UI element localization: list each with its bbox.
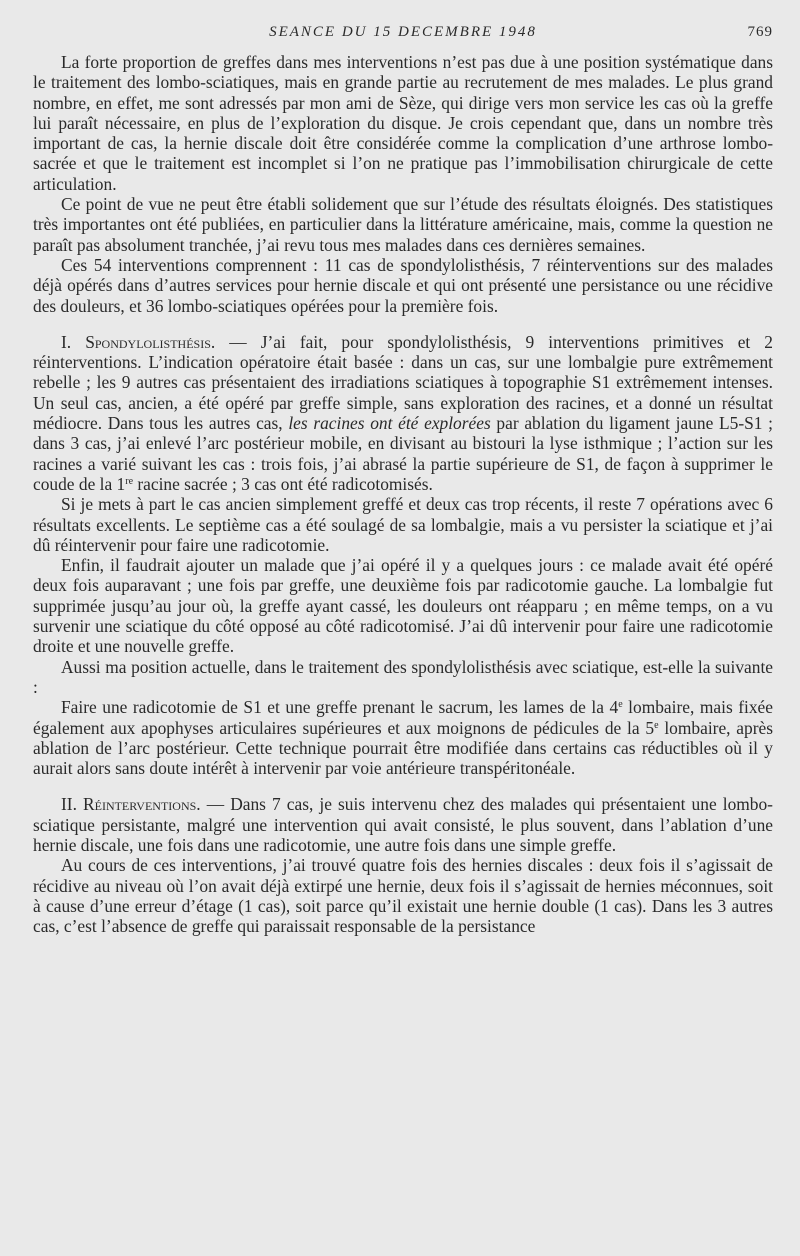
superscript: e (654, 719, 659, 731)
paragraph (33, 697, 773, 778)
section-heading: Spondylolisthésis. (85, 331, 216, 352)
paragraph-text: — Dans 7 cas, je suis intervenu chez des malades qui présentaient une lombo-sciatique persistante, malgré une intervention qui avait consisté, le plus souvent, dans l’ablation d’une hernie discale, une fois dans une radicotomie, une autre fois dans une simple greffe. (33, 794, 773, 855)
section-number: I. (61, 331, 72, 352)
section-number: II. (61, 794, 77, 815)
section-reinterventions (33, 794, 773, 855)
paragraph-text: par ablation du ligament jaune L5-S1 ; dans 3 cas, j’ai enlevé l’arc postérieur mobile, en divisant au bistouri la lyse isthmique ; l’action sur les racines a varié suivant les cas : trois fois, j’ai abrasé la partie supérieure de S1, de façon à supprimer le coude de la 1 (33, 413, 774, 494)
paragraph-text: Faire une radicotomie de S1 et une greffe prenant le sacrum, les lames de la 4 (61, 697, 619, 718)
italic-phrase: les racines ont été explorées (288, 413, 491, 434)
superscript: re (125, 475, 134, 487)
paragraph: Ces 54 interventions comprennent : 11 cas de spondylolisthésis, 7 réinterventions sur des malades déjà opérés dans d’autres services pour hernie discale et qui ont présenté une persistance ou une récidive des douleurs, et 36 lombo-sciatiques opérées pour la première fois. (33, 254, 773, 316)
paragraph-text: — J’ai fait, pour spondylolisthésis, 9 interventions primitives et 2 réinterventions. L’indication opératoire était basée : dans un cas, sur une lombalgie pure extrêmement rebelle ; les 9 autres cas présentaient des irradiations sciatiques à topographie S1 extrêmement intenses. Un seul cas, ancien, a été opéré par greffe simple, sans exploration des racines, et a donné un résultat médiocre. Dans tous les autres cas, (33, 331, 773, 434)
section-spondylolisthesis (33, 332, 773, 494)
paragraph-text: lombaire, mais fixée également aux apophyses articulaires supérieures et aux moignons de pédicules de la 5 (33, 697, 773, 738)
paragraph: Si je mets à part le cas ancien simplement greffé et deux cas trop récents, il reste 7 opérations avec 6 résultats excellents. Le septième cas a été soulagé de sa lombalgie, mais a vu persister la sciatique et j’ai dû réintervenir pour faire une radicotomie. (33, 494, 773, 555)
paragraph: La forte proportion de greffes dans mes interventions n’est pas due à une position systématique dans le traitement des lombo-sciatiques, mais en grande partie au recrutement de mes malades. Le plus grand nombre, en effet, me sont adressés par mon ami de Sèze, qui dirige vers mon service les cas où la greffe lui paraît nécessaire, en plus de l’exploration du disque. Je crois cependant que, dans un nombre très important de cas, la hernie discale doit être considérée comme la complication d’une arthrose lombo-sacrée et que le traitement est incomplet si l’on ne pratique pas l’immobilisation chirurgicale de cette articulation. (33, 52, 773, 194)
article-body (33, 52, 773, 936)
running-header (33, 18, 773, 48)
paragraph: Aussi ma position actuelle, dans le traitement des spondylolisthésis avec sciatique, est-elle la suivante : (33, 656, 773, 697)
paragraph-text: racine sacrée ; 3 cas ont été radicotomisés. (133, 473, 433, 494)
paragraph: Au cours de ces interventions, j’ai trouvé quatre fois des hernies discales : deux fois il s’agissait de récidive au niveau où l’on avait déjà extirpé une hernie, deux fois il s’agissait de hernies méconnues, soit à cause d’une erreur d’étage (1 cas), soit parce qu’il existait une hernie double (1 cas). Dans les 3 autres cas, c’est l’absence de greffe qui paraissait responsable de la persistance (33, 855, 773, 937)
page-number: 769 (747, 24, 773, 40)
paragraph: Ce point de vue ne peut être établi solidement que sur l’étude des résultats éloignés. Des statistiques très importantes ont été publiées, en particulier dans la littérature américaine, mais, comme la question ne paraît pas absolument tranchée, j’ai revu tous mes malades dans ces dernières semaines. (33, 194, 773, 255)
section-heading: Réinterventions. (83, 794, 201, 815)
paragraph: Enfin, il faudrait ajouter un malade que j’ai opéré il y a quelques jours : ce malade avait été opéré deux fois auparavant ; une fois par greffe, une deuxième fois par radicotomie gauche. La lombalgie fut supprimée jusqu’au jour où, la greffe ayant cassé, les douleurs ont réapparu ; en même temps, on a vu survenir une sciatique du côté opposé au côté radicotomisé. J’ai dû intervenir pour faire une radicotomie droite et une nouvelle greffe. (33, 555, 773, 657)
superscript: e (618, 699, 623, 711)
paragraph-text: lombaire, après ablation de l’arc postérieur. Cette technique pourrait être modifiée dans certains cas réductibles où il y aurait alors sans doute intérêt à intervenir par voie antérieure transpéritonéale. (33, 717, 773, 779)
running-title: SEANCE DU 15 DECEMBRE 1948 (269, 24, 537, 40)
